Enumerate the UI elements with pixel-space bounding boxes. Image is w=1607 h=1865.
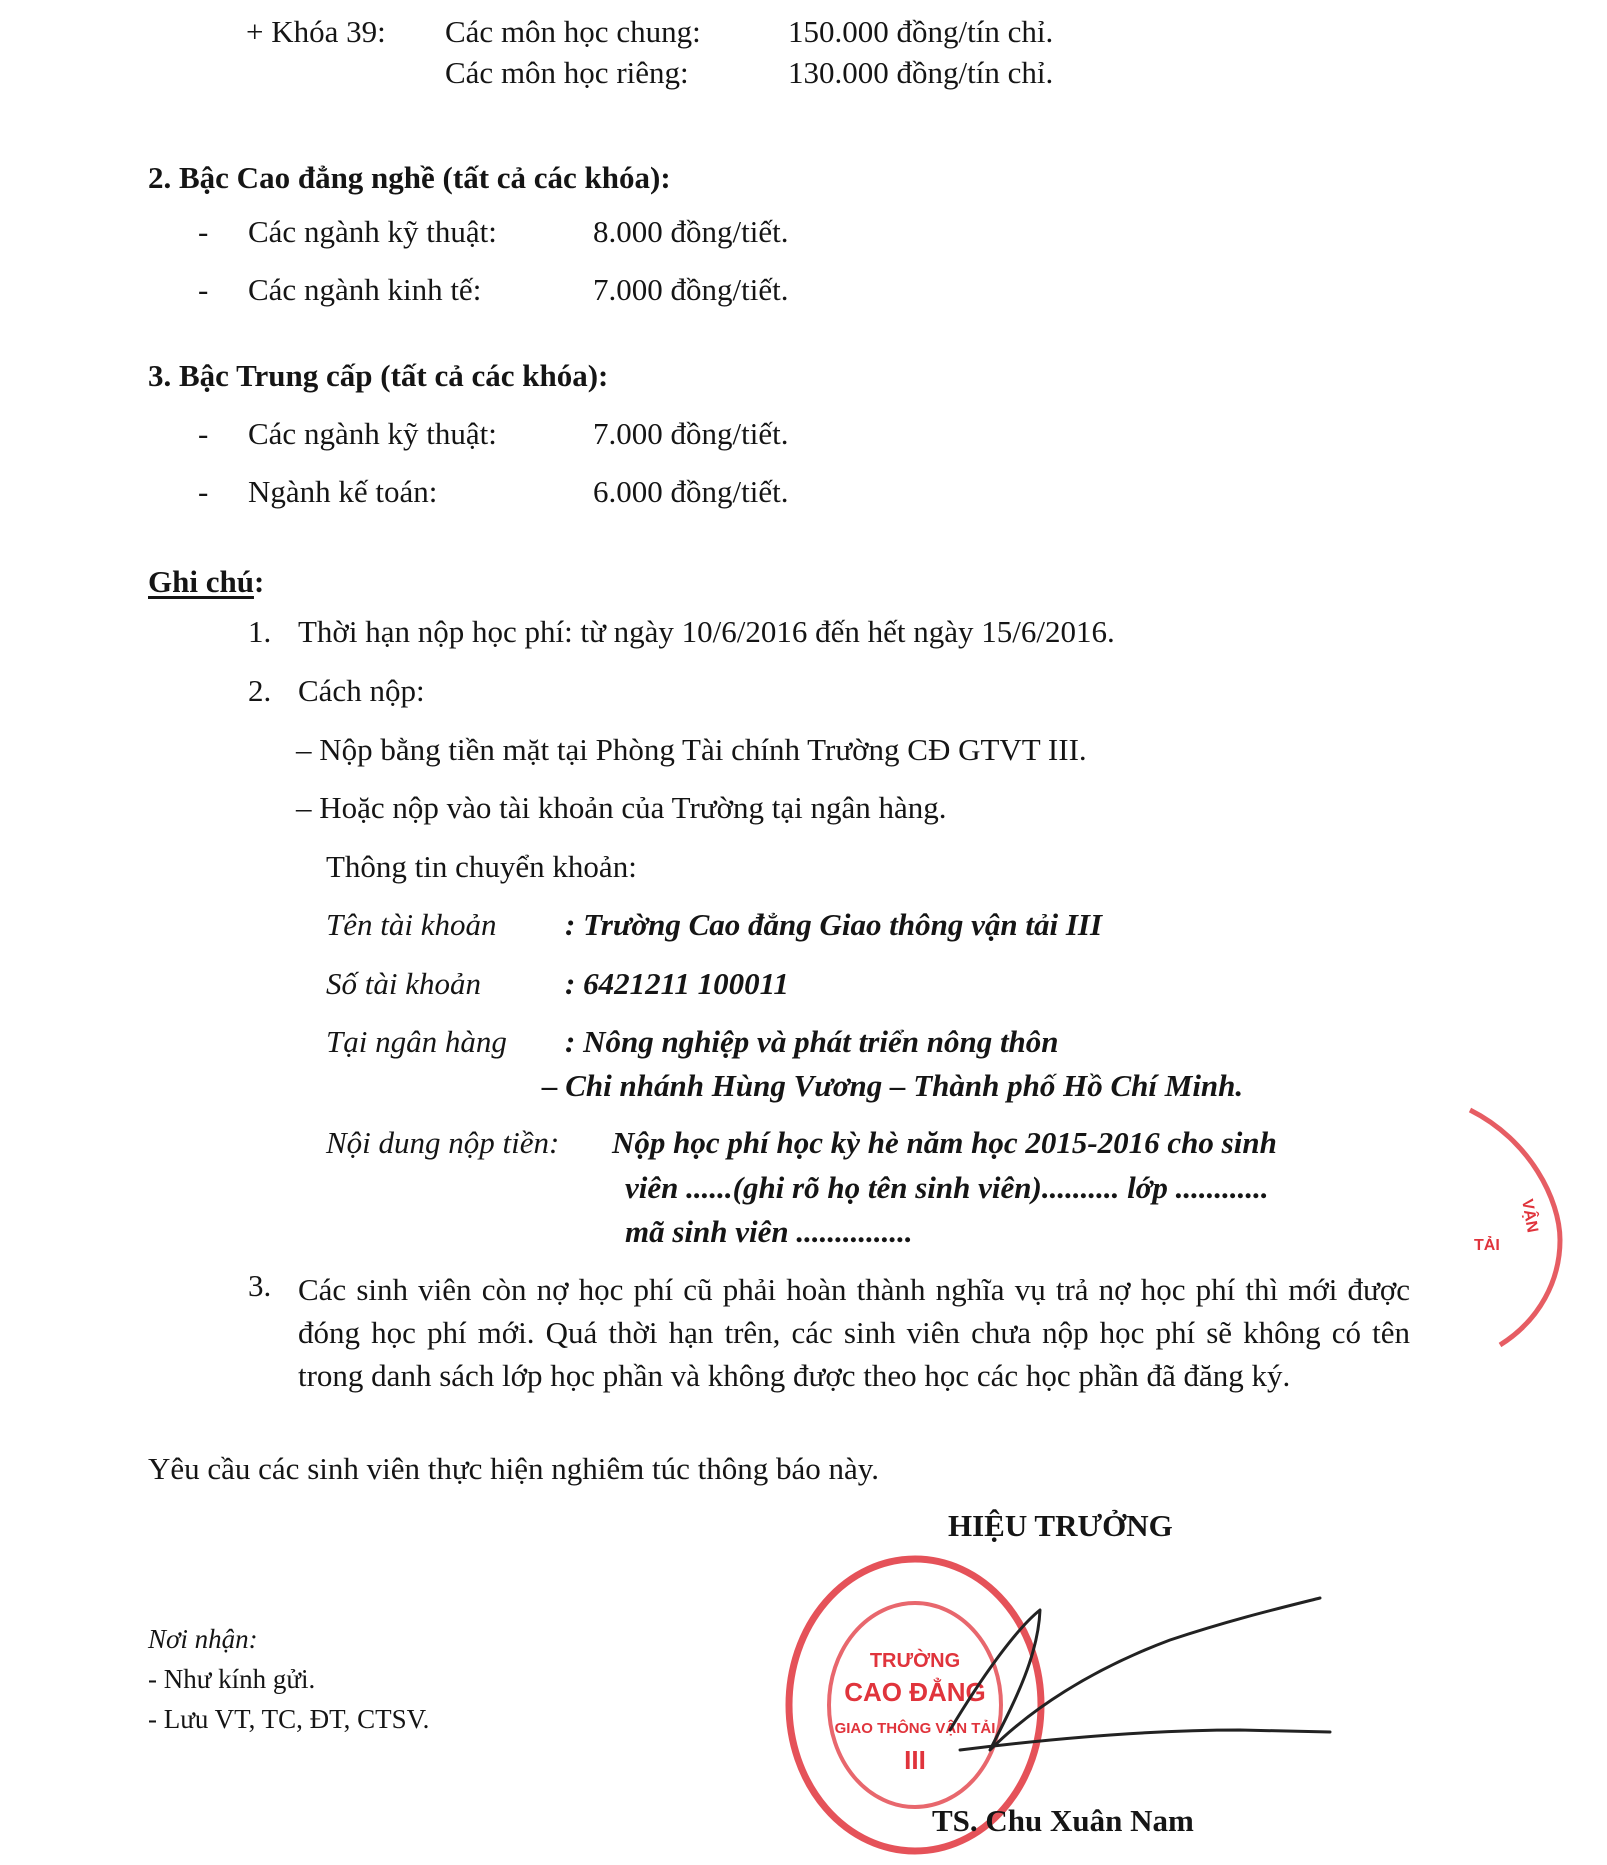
k39-specific-value: 130.000 đồng/tín chỉ.	[788, 55, 1054, 90]
closing-request: Yêu cầu các sinh viên thực hiện nghiêm túc thông báo này.	[148, 1451, 880, 1486]
k39-label: + Khóa 39:	[246, 14, 386, 49]
k39-general-label: Các môn học chung:	[445, 14, 701, 49]
bank-value-line-2: – Chi nhánh Hùng Vương – Thành phố Hồ Chí Minh.	[542, 1068, 1244, 1103]
recipients-heading: Nơi nhận:	[148, 1624, 258, 1654]
section-3-row-1-label: Các ngành kỹ thuật:	[248, 416, 497, 451]
note-2-number: 2.	[248, 673, 272, 708]
section-3-row-1-value: 7.000 đồng/tiết.	[593, 416, 789, 451]
account-number-label: Số tài khoản	[326, 966, 481, 1001]
side-stamp-fragment	[1460, 1100, 1570, 1350]
recipient-item-2: - Lưu VT, TC, ĐT, CTSV.	[148, 1704, 430, 1734]
transfer-info-title: Thông tin chuyển khoản:	[326, 849, 637, 884]
payment-method-bank: – Hoặc nộp vào tài khoản của Trường tại ngân hàng.	[296, 790, 947, 825]
payment-method-cash: – Nộp bằng tiền mặt tại Phòng Tài chính Trường CĐ GTVT III.	[296, 732, 1087, 767]
stamp-line-4: III	[904, 1745, 926, 1775]
section-2-row-1-value: 8.000 đồng/tiết.	[593, 214, 789, 249]
side-stamp-text-2: TẢI	[1474, 1237, 1500, 1254]
payment-content-line-1: Nộp học phí học kỳ hè năm học 2015-2016 cho sinh	[612, 1125, 1277, 1160]
section-3-row-2-dash: -	[198, 474, 209, 509]
account-name-label: Tên tài khoản	[326, 907, 497, 942]
account-name-value: : Trường Cao đẳng Giao thông vận tải III	[565, 907, 1103, 942]
bank-value-line-1: : Nông nghiệp và phát triển nông thôn	[565, 1024, 1059, 1059]
payment-content-line-3: mã sinh viên ...............	[625, 1214, 913, 1249]
section-2-row-1-label: Các ngành kỹ thuật:	[248, 214, 497, 249]
signature-scribble	[920, 1590, 1340, 1790]
section-2-row-2-dash: -	[198, 272, 209, 307]
side-stamp-text-1: VẬN	[1518, 1197, 1541, 1234]
section-3-heading: 3. Bậc Trung cấp (tất cả các khóa):	[148, 358, 609, 393]
stamp-line-2: CAO ĐẲNG	[844, 1677, 986, 1707]
note-3-number: 3.	[248, 1268, 272, 1303]
section-2-heading: 2. Bậc Cao đẳng nghề (tất cả các khóa):	[148, 160, 671, 195]
account-number-value: : 6421211 100011	[565, 966, 789, 1001]
payment-content-line-2: viên ......(ghi rõ họ tên sinh viên).......... lớp ............	[625, 1170, 1269, 1205]
notes-heading-colon: :	[253, 564, 265, 599]
section-2-row-2-label: Các ngành kinh tế:	[248, 272, 482, 307]
stamp-line-3: GIAO THÔNG VẬN TẢI	[834, 1720, 996, 1737]
signatory-name: TS. Chu Xuân Nam	[932, 1803, 1194, 1838]
note-1-number: 1.	[248, 614, 272, 649]
recipient-item-1: - Như kính gửi.	[148, 1664, 316, 1694]
bank-label: Tại ngân hàng	[326, 1024, 507, 1059]
section-3-row-2-value: 6.000 đồng/tiết.	[593, 474, 789, 509]
section-3-row-2-label: Ngành kế toán:	[248, 474, 438, 509]
notes-heading	[148, 564, 264, 600]
note-3-text: Các sinh viên còn nợ học phí cũ phải hoàn thành nghĩa vụ trả nợ học phí thì mới được đóng học phí mới. Quá thời hạn trên, các sinh viên chưa nộp học phí sẽ không có tên trong danh sách lớp học phần và không được theo học các học phần đã đăng ký.	[298, 1272, 1410, 1393]
note-2-text: Cách nộp:	[298, 673, 425, 708]
signature-title: HIỆU TRƯỞNG	[948, 1508, 1173, 1543]
notes-heading-text: Ghi chú	[148, 564, 254, 599]
payment-content-label: Nội dung nộp tiền:	[326, 1125, 560, 1160]
stamp-line-1: TRƯỜNG	[869, 1650, 961, 1672]
section-3-row-1-dash: -	[198, 416, 209, 451]
section-2-row-1-dash: -	[198, 214, 209, 249]
section-2-row-2-value: 7.000 đồng/tiết.	[593, 272, 789, 307]
note-1-text: Thời hạn nộp học phí: từ ngày 10/6/2016 đến hết ngày 15/6/2016.	[298, 614, 1115, 649]
k39-specific-label: Các môn học riêng:	[445, 55, 689, 90]
k39-general-value: 150.000 đồng/tín chỉ.	[788, 14, 1054, 49]
